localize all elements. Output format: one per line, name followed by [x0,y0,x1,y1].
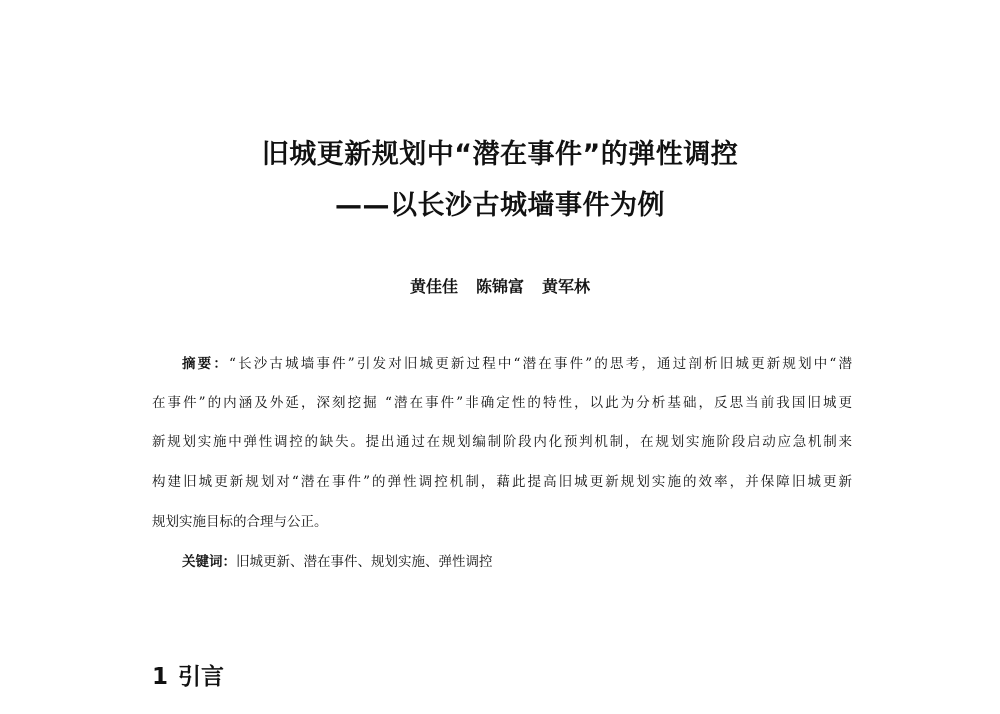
section-number: 1 [152,664,169,690]
author-list [0,274,1000,297]
paper-title: 旧城更新规划中“潜在事件”的弹性调控 [261,139,739,170]
paper-subtitle: ——以长沙古城墙事件为例 [335,190,665,221]
abstract-line: 新规划实施中弹性调控的缺失。提出通过在规划编制阶段内化预判机制，在规划实施阶段启动应急机制来 [152,434,852,450]
abstract-line: 构建旧城更新规划对“潜在事件”的弹性调控机制，藉此提高旧城更新规划实施的效率，并保障旧城更新 [152,474,852,490]
author-name: 黄军林 [542,277,591,296]
author-name: 黄佳佳 [409,277,458,296]
abstract-line [182,352,852,372]
section-heading [152,658,224,691]
author-name: 陈锦富 [475,277,524,296]
abstract-line: 在事件”的内涵及外延，深刻挖掘 “潜在事件”非确定性的特性，以此为分析基础，反思当前我国旧城更 [152,395,852,411]
keywords-label: 关键词： [182,554,236,570]
abstract-label: 摘要： [182,356,230,372]
section-title: 引言 [178,664,225,690]
abstract-text: “长沙古城墙事件”引发对旧城更新过程中“潜在事件”的思考，通过剖析旧城更新规划中“潜 [229,356,852,372]
keywords-text: 旧城更新、潜在事件、规划实施、弹性调控 [236,554,493,570]
keywords [182,550,493,570]
abstract-line: 规划实施目标的合理与公正。 [152,514,328,530]
